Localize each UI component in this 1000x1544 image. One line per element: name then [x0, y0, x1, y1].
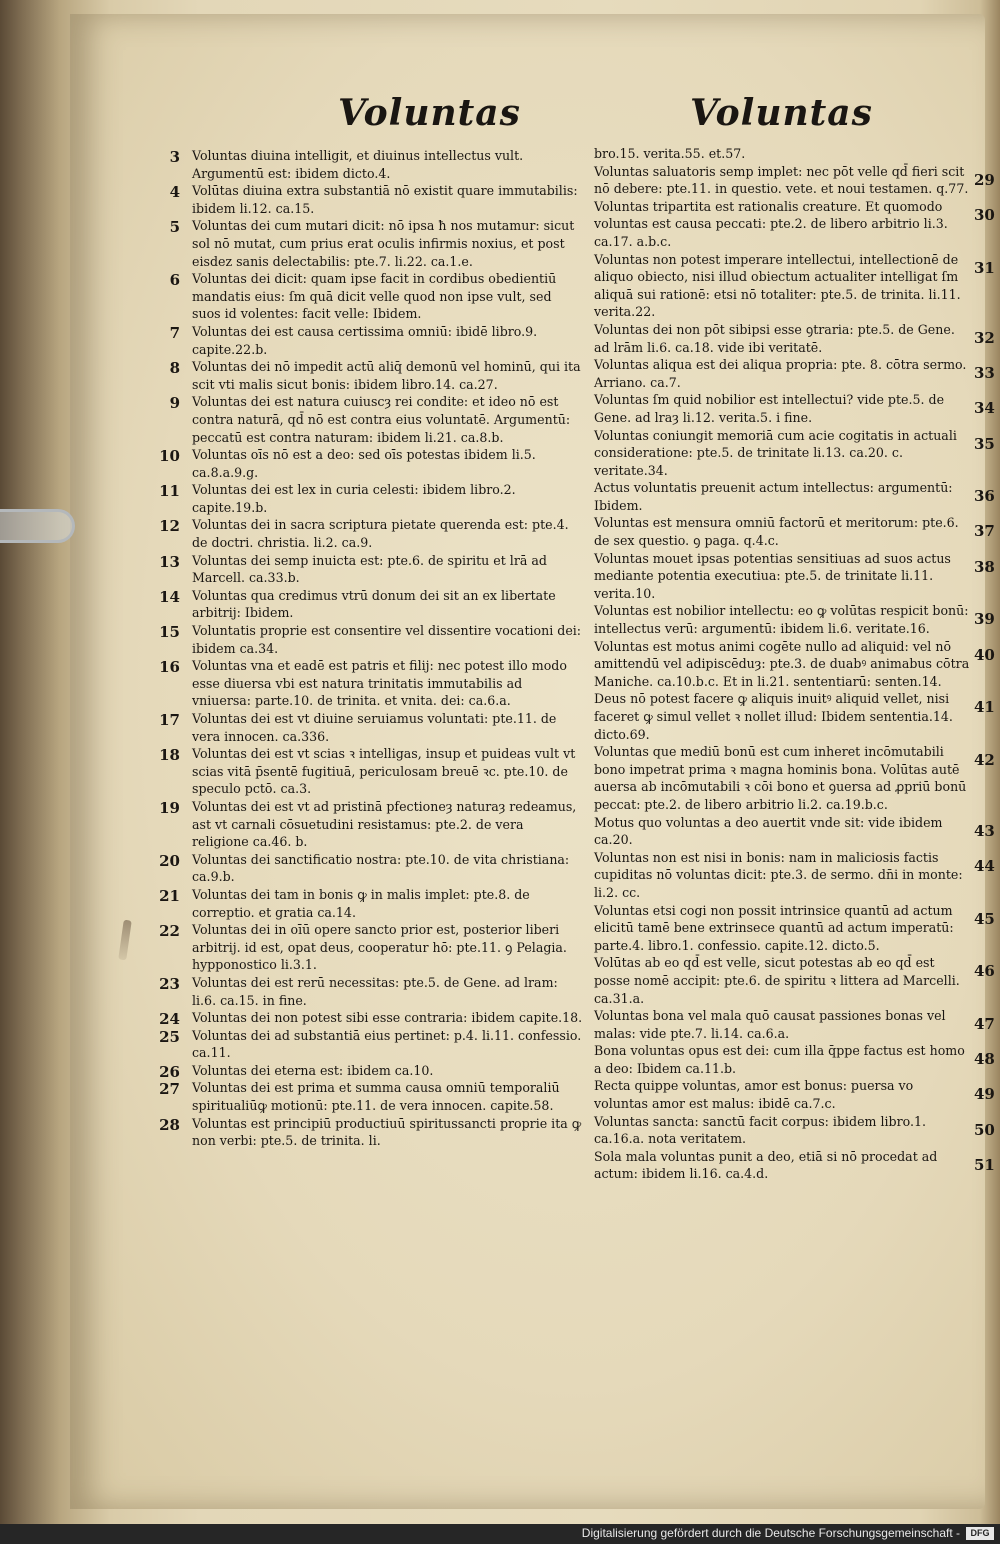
entry-text: Deus nō potest facere ꝙ aliquis inuitꝰ aliquid vellet, nisi faceret ꝙ simul vellet ꝛ nollet illud: Ibidem sententia.14. dicto.69.	[594, 691, 953, 742]
entry-text: Voluntas dei tam in bonis ꝙ in malis implet: pte.8. de correptio. et gratia ca.14.	[192, 886, 530, 920]
entry-text: Bona voluntas opus est dei: cum illa q̄ppe factus est homo a deo: Ibidem ca.11.b.	[594, 1043, 965, 1076]
entry-number: 31	[974, 258, 995, 277]
index-entry	[159, 622, 584, 657]
dfg-logo: DFG	[966, 1527, 994, 1540]
entry-number: 50	[974, 1120, 995, 1139]
footer-bar	[0, 1524, 1000, 1544]
entry-text: Voluntas dei est prima et summa causa omniū temporaliū spiritualiūꝙ motionū: pte.11. de vera innocen. capite.58.	[192, 1080, 560, 1114]
entry-text: Sola mala voluntas punit a deo, etiā si nō procedat ad actum: ibidem li.16. ca.4.d.	[594, 1148, 938, 1182]
entry-number: 17	[159, 711, 180, 729]
entry-text: Voluntas dei est vt ad pristinā pfectioneȝ naturaȝ redeamus, ast vt carnali cōsuetudini resistamus: pte.2. de vera religione ca.46. b.	[192, 798, 577, 850]
entry-number: 46	[974, 962, 995, 981]
index-entry	[169, 393, 584, 446]
index-entry	[159, 974, 584, 1009]
entry-number: 35	[974, 434, 995, 453]
entry-text: Voluntas coniungit memoriā cum acie cogitatis in actuali consideratione: pte.5. de trinitate li.13. ca.20. c. veritate.34.	[594, 427, 957, 478]
index-entry	[594, 1148, 995, 1183]
index-entry	[594, 479, 995, 514]
entry-number: 48	[974, 1050, 995, 1069]
entry-number: 47	[974, 1015, 995, 1034]
index-entry	[594, 690, 995, 743]
entry-text: Voluntas aliqua est dei aliqua propria: pte. 8. cōtra sermo. Arriano. ca.7.	[594, 357, 967, 390]
entry-number: 26	[159, 1062, 180, 1081]
entry-number: 5	[169, 218, 180, 237]
entry-number: 22	[159, 922, 180, 941]
index-entry	[159, 481, 584, 516]
footer-credit: Digitalisierung gefördert durch die Deutsche Forschungsgemeinschaft -	[581, 1526, 960, 1540]
entry-number: 25	[159, 1027, 180, 1046]
entry-text: Voluntas sancta: sanctū facit corpus: ibidem libro.1. ca.16.a. nota veritatem.	[594, 1113, 927, 1147]
entry-text: Voluntas dei est rerū necessitas: pte.5. de Gene. ad lram: li.6. ca.15. in fine.	[192, 974, 558, 1008]
index-entry	[594, 954, 995, 1007]
entry-text: Voluntas etsi cogi non possit intrinsice quantū ad actum elicitū tamē bene extrinsece quantū ad actum imperatū: parte.4. libro.1. confessio. capite.12. dicto.5.	[594, 902, 954, 953]
entry-number: 32	[974, 328, 995, 347]
entry-number: 9	[169, 394, 180, 413]
index-entry	[594, 321, 995, 356]
entry-text: Voluntas dei nō impedit actū aliq̄ demonū vel hominū, qui ita scit vti malis sicut bonis: ibidem libro.14. ca.27.	[192, 359, 581, 392]
index-entry	[159, 446, 584, 481]
index-entry	[594, 1077, 995, 1112]
entry-text: Voluntas diuina intelligit, et diuinus intellectus vult. Argumentū est: ibidem dicto.4.	[192, 148, 524, 181]
index-entry	[159, 851, 584, 886]
entry-number: 24	[159, 1010, 180, 1029]
entry-number: 41	[974, 698, 995, 717]
entry-text: Voluntas bona vel mala quō causat passiones bonas vel malas: vide pte.7. li.14. ca.6.a.	[594, 1008, 946, 1041]
entry-number: 51	[974, 1155, 995, 1174]
entry-text: Voluntas dei ad substantiā eius pertinet: p.4. li.11. confessio. ca.11.	[192, 1027, 582, 1061]
index-entry	[159, 1062, 584, 1081]
entry-number: 14	[159, 587, 180, 606]
index-entry	[594, 1042, 995, 1077]
index-entry	[159, 516, 584, 551]
entry-number: 34	[974, 399, 995, 418]
index-entry	[159, 1079, 584, 1114]
entry-text: Voluntas est motus animi cogēte nullo ad aliquid: vel nō amittendū vel adipiscēduȝ: pte.3. de duabꝰ animabus cōtra Maniche. ca.10.b.c. Et in li.21. sententiarū: senten.14.	[594, 638, 970, 689]
entry-text: Voluntas non potest imperare intellectui, intellectionē de aliquo obiecto, nisi illud obiectum actualiter intelligat ſm aliquā sui rationē: etsi nō totaliter: pte.5. de trinita. li.11. verita.22.	[594, 251, 961, 320]
index-entry	[159, 657, 584, 710]
entry-text: Voluntas est mensura omniū factorū et meritorum: pte.6. de sex questio. ꝯ paga. q.4.c.	[594, 515, 959, 549]
index-entry	[594, 814, 995, 849]
index-entry	[594, 198, 995, 251]
entry-number: 4	[169, 183, 180, 202]
entry-text: bro.15. verita.55. et.57.	[594, 146, 746, 161]
index-entry	[159, 1027, 584, 1062]
index-entry	[594, 1007, 995, 1042]
entry-number: 36	[974, 487, 995, 506]
entry-text: Voluntas saluatoris semp implet: nec pōt velle qd̄ fieri scit nō debere: pte.11. in questio. vete. et noui testamen. q.77.	[594, 163, 969, 197]
entry-number: 23	[159, 974, 180, 993]
entry-text: Voluntas que mediū bonū est cum inheret incōmutabili bono impetrat prima ꝛ magna hominis bona. Volūtas autē auersa ab incōmutabili ꝛ cōi bono et ꝯuersa ad ꝓpriū bonū peccat: pte.2. de libero arbitrio li.2. ca.19.b.c.	[594, 744, 967, 812]
index-entry	[169, 217, 584, 270]
index-entry	[594, 849, 995, 902]
index-column-right	[594, 145, 995, 1183]
page-clip-band	[0, 509, 75, 543]
entry-text: Voluntas ſm quid nobilior est intellectui? vide pte.5. de Gene. ad lraȝ li.12. verita.5. i fine.	[594, 392, 945, 425]
entry-text: Voluntas dei non potest sibi esse contraria: ibidem capite.18.	[192, 1010, 583, 1026]
index-entry	[594, 145, 970, 163]
index-entry	[159, 1009, 584, 1029]
entry-number: 7	[169, 323, 180, 342]
entry-text: Voluntas dei in sacra scriptura pietate querenda est: pte.4. de doctri. christia. li.2. ca.9.	[192, 517, 569, 551]
entry-text: Voluntas vna et eadē est patris et filij: nec potest illo modo esse diuersa vbi est natura trinitatis immutabilis ad vniuersa: parte.10. de trinita. et vnita. dei: ca.6.a.	[192, 658, 567, 709]
entry-text: Voluntas dei est natura cuiuscȝ rei condite: et ideo nō est contra naturā, qd̄ nō est contra eius voluntatē. Argumentū: peccatū est contra naturam: ibidem li.21. ca.8.b.	[192, 394, 571, 445]
entry-number: 42	[974, 751, 995, 770]
index-entry	[159, 587, 584, 622]
index-entry	[594, 638, 995, 691]
index-entry	[169, 147, 584, 182]
entry-number: 40	[974, 645, 995, 664]
entry-text: Voluntatis proprie est consentire vel dissentire vocationi dei: ibidem ca.34.	[192, 623, 582, 656]
index-entry	[169, 358, 584, 393]
index-column-left	[159, 147, 584, 1150]
entry-number: 37	[974, 522, 995, 541]
entry-number: 18	[159, 746, 180, 765]
index-entry	[594, 391, 995, 426]
entry-number: 16	[159, 658, 180, 677]
entry-text: Voluntas dei eterna est: ibidem ca.10.	[192, 1062, 434, 1078]
entry-text: Voluntas qua credimus vtrū donum dei sit an ex libertate arbitrij: Ibidem.	[192, 587, 556, 621]
entry-text: Voluntas oīs nō est a deo: sed oīs potestas ibidem li.5. ca.8.a.9.g.	[192, 447, 536, 480]
index-entry	[594, 251, 995, 321]
entry-number: 44	[974, 856, 995, 875]
entry-text: Recta quippe voluntas, amor est bonus: puersa vo voluntas amor est malus: ibidē ca.7.c.	[594, 1078, 914, 1112]
entry-text: Voluntas non est nisi in bonis: nam in maliciosis factis cupiditas nō voluntas dicit: pte.3. de sermo. dn̄i in monte: li.2. cc.	[594, 849, 963, 900]
entry-number: 20	[159, 851, 180, 870]
index-entry	[159, 921, 584, 974]
index-entry	[169, 323, 584, 358]
entry-text: Voluntas mouet ipsas potentias sensitiuas ad suos actus mediante potentia executiua: pte.5. de trinitate li.11. verita.10.	[594, 550, 951, 601]
index-entry	[159, 710, 584, 745]
running-head-right: Voluntas	[690, 92, 873, 134]
index-entry	[594, 427, 995, 480]
entry-number: 29	[974, 170, 995, 189]
index-entry	[159, 552, 584, 587]
entry-number: 28	[159, 1115, 180, 1134]
index-entry	[159, 886, 584, 921]
entry-number: 19	[159, 798, 180, 817]
page-clip	[0, 495, 76, 555]
index-entry	[594, 602, 995, 637]
entry-text: Voluntas dei est causa certissima omniū: ibidē libro.9. capite.22.b.	[192, 323, 538, 357]
entry-number: 39	[974, 610, 995, 629]
index-entry	[159, 745, 584, 798]
entry-number: 11	[159, 482, 180, 501]
entry-number: 8	[169, 359, 180, 378]
entry-text: Voluntas dei semp inuicta est: pte.6. de spiritu et lrā ad Marcell. ca.33.b.	[192, 552, 547, 586]
index-entry	[169, 182, 584, 217]
index-entry	[169, 270, 584, 323]
index-entry	[594, 550, 995, 603]
entry-number: 10	[159, 447, 180, 466]
entry-text: Voluntas dei sanctificatio nostra: pte.10. de vita christiana: ca.9.b.	[192, 851, 570, 885]
entry-number: 12	[159, 517, 180, 536]
entry-number: 21	[159, 886, 180, 905]
entry-text: Voluntas dei est vt diuine seruiamus voluntati: pte.11. de vera innocen. ca.336.	[192, 711, 557, 744]
index-entry	[594, 163, 995, 198]
index-entry	[159, 1115, 584, 1150]
entry-number: 33	[974, 364, 995, 383]
entry-number: 6	[169, 271, 180, 290]
entry-text: Actus voluntatis preuenit actum intellectus: argumentū: Ibidem.	[594, 480, 953, 513]
entry-number: 13	[159, 552, 180, 571]
entry-text: Voluntas est principiū productiuū spiritussancti proprie ita ꝙ non verbi: pte.5. de trinita. li.	[192, 1115, 582, 1149]
entry-number: 45	[974, 909, 995, 928]
index-entry	[159, 798, 584, 851]
index-entry	[594, 356, 995, 391]
entry-number: 15	[159, 623, 180, 642]
entry-number: 38	[974, 557, 995, 576]
entry-text: Motus quo voluntas a deo auertit vnde sit: vide ibidem ca.20.	[594, 814, 943, 848]
entry-text: Volūtas diuina extra substantiā nō existit quare immutabilis: ibidem li.12. ca.15.	[192, 183, 578, 216]
index-entry	[594, 1113, 995, 1148]
entry-number: 3	[169, 148, 180, 166]
entry-text: Voluntas est nobilior intellectu: eo ꝙ volūtas respicit bonū: intellectus verū: argumentū: ibidem li.6. veritate.16.	[594, 603, 969, 637]
running-head-left: Voluntas	[338, 92, 521, 134]
entry-text: Voluntas tripartita est rationalis creature. Et quomodo voluntas est causa peccati: pte.2. de libero arbitrio li.3. ca.17. a.b.c.	[594, 198, 948, 249]
index-entry	[594, 514, 995, 549]
entry-text: Voluntas dei est vt scias ꝛ intelligas, insup et puideas vult vt scias vitā p̄sentē fugitiuā, periculosam breuē ꝛc. pte.10. de speculo pctō. ca.3.	[192, 746, 576, 797]
entry-text: Voluntas dei in oīū opere sancto prior est, posterior liberi arbitrij. id est, opat deus, cooperatur hō: pte.11. ꝯ Pelagia. hypponostico li.3.1.	[192, 922, 567, 973]
entry-text: Voluntas dei est lex in curia celesti: ibidem libro.2. capite.19.b.	[192, 482, 516, 515]
entry-number: 30	[974, 205, 995, 224]
entry-text: Voluntas dei cum mutari dicit: nō ipsa ħ nos mutamur: sicut sol nō mutat, cum prius erat oculis infirmis noxius, et post eisdez sanis delectabilis: pte.7. li.22. ca.1.e.	[192, 218, 575, 269]
index-entry	[594, 902, 995, 955]
entry-number: 43	[974, 821, 995, 840]
entry-text: Voluntas dei non pōt sibipsi esse ꝯtraria: pte.5. de Gene. ad lrām li.6. ca.18. vide ibi veritatē.	[594, 321, 955, 355]
entry-text: Volūtas ab eo qd̄ est velle, sicut potestas ab eo qd̄ est posse nomē accipit: pte.6. de spiritu ꝛ littera ad Marcelli. ca.31.a.	[594, 955, 960, 1006]
index-entry	[594, 743, 995, 813]
entry-number: 49	[974, 1085, 995, 1104]
entry-text: Voluntas dei dicit: quam ipse facit in cordibus obedientiū mandatis eius: ſm quā dicit velle quod non ipse vult, sed suos id volentes: facit velle: Ibidem.	[192, 271, 557, 322]
entry-number: 27	[159, 1080, 180, 1099]
